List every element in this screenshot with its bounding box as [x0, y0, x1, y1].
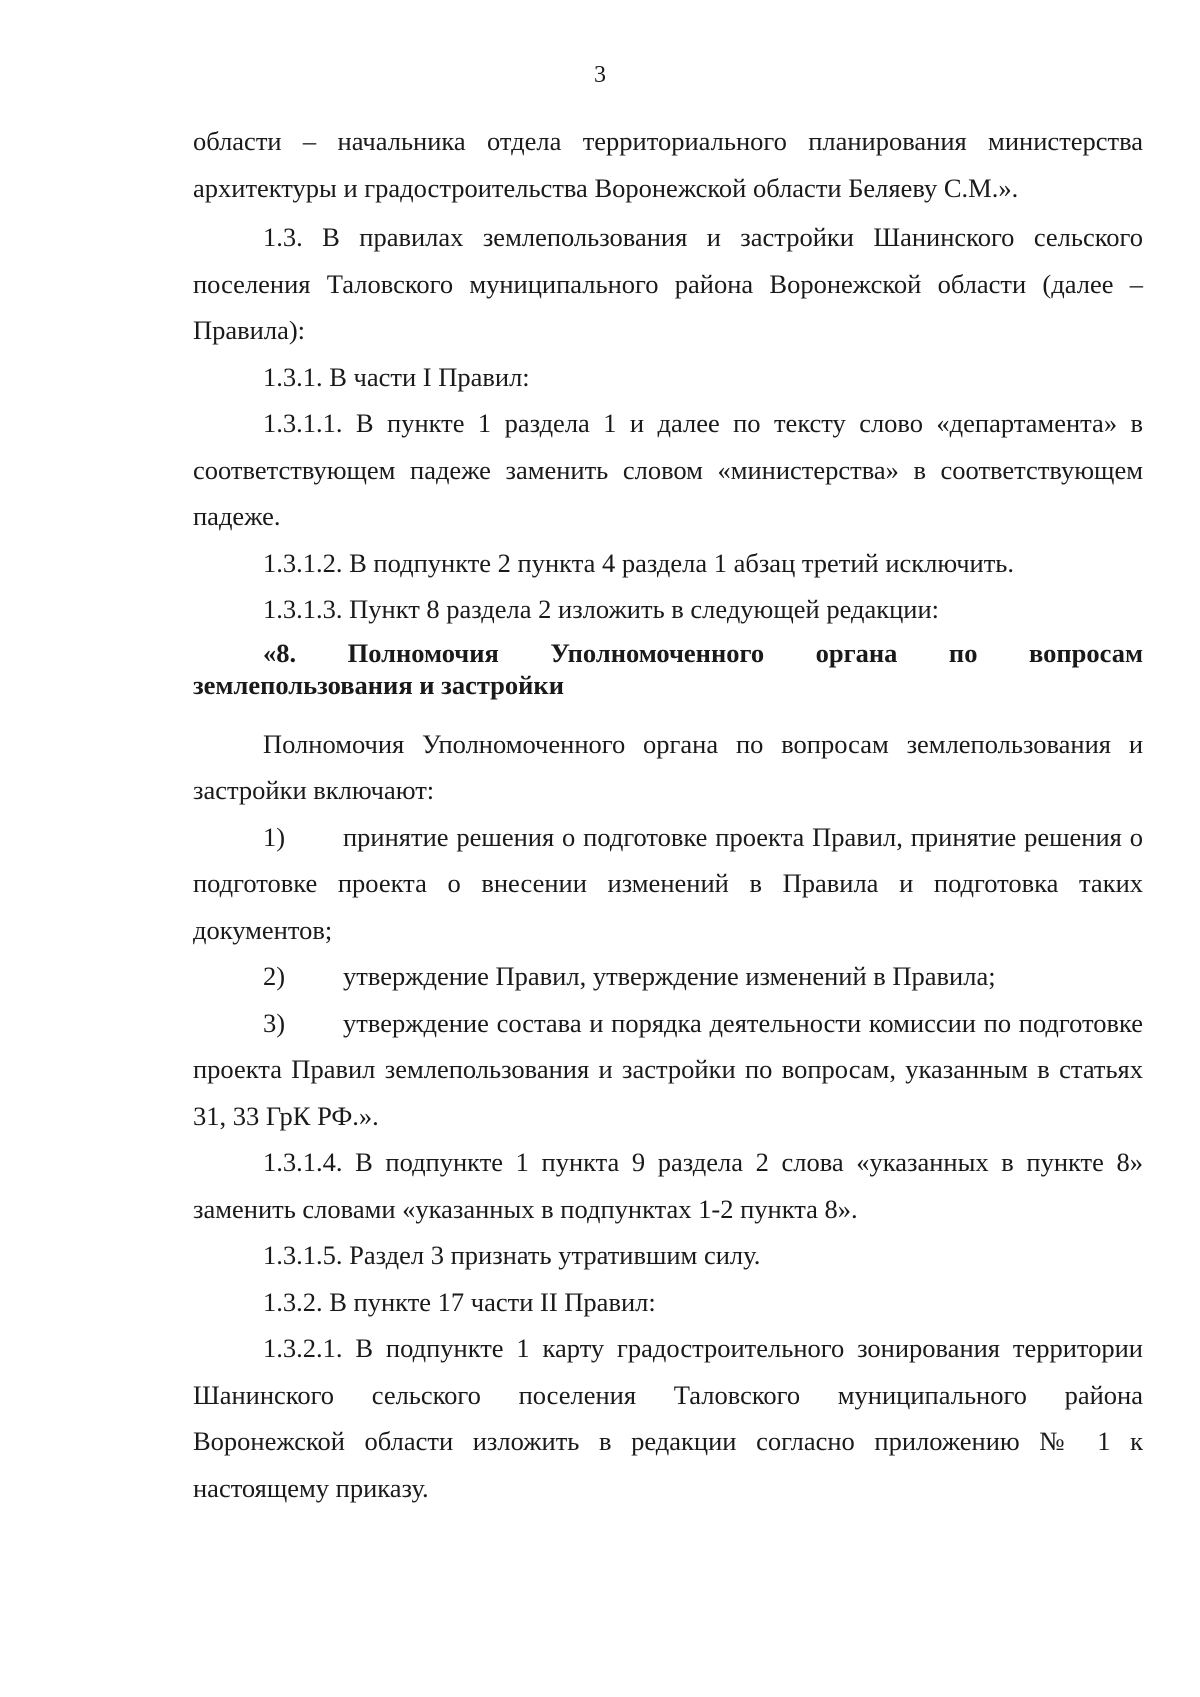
paragraph-1-3-2-1: 1.3.2.1. В подпункте 1 карту градостроительного зонирования территории Шанинского сельского поселения Таловского муниципального района Воронежской области изложить в редакции согласно приложению № 1 к настоящему приказу.: [193, 1333, 1143, 1503]
paragraph-1-3-1-4: 1.3.1.4. В подпункте 1 пункта 9 раздела 2 слова «указанных в пункте 8» заменить словами «указанных в подпунктах 1-2 пункта 8».: [193, 1147, 1143, 1224]
paragraph-powers-intro: Полномочия Уполномоченного органа по вопросам землепользования и застройки включают:: [193, 728, 1143, 805]
paragraph-1-3-1-1: 1.3.1.1. В пункте 1 раздела 1 и далее по тексту слово «департамента» в соответствующем падеже заменить словом «министерства» в соответствующем падеже.: [193, 408, 1143, 531]
paragraph-1-3-1: 1.3.1. В части I Правил:: [263, 361, 530, 392]
list-item: [193, 814, 1143, 954]
document-body: [193, 118, 1143, 1511]
list-item-number: 2): [263, 961, 286, 991]
list-item-text: утверждение состава и порядка деятельности комиссии по подготовке проекта Правил землепользования и застройки по вопросам, указанным в статьях 31, 33 ГрК РФ.».: [193, 1007, 1143, 1131]
list-item-text: утверждение Правил, утверждение изменений в Правила;: [343, 961, 996, 991]
paragraph-continuation: области – начальника отдела территориального планирования министерства архитектуры и градостроительства Воронежской области Беляеву С.М.».: [193, 126, 1143, 203]
section-heading: [193, 637, 1143, 701]
list-item: [193, 1000, 1143, 1140]
paragraph-1-3: 1.3. В правилах землепользования и застройки Шанинского сельского поселения Таловского муниципального района Воронежской области (далее – Правила):: [193, 222, 1143, 345]
paragraph-1-3-1-5: 1.3.1.5. Раздел 3 признать утратившим силу.: [263, 1240, 761, 1270]
paragraph-1-3-1-2: 1.3.1.2. В подпункте 2 пункта 4 раздела 1 абзац третий исключить.: [263, 547, 1014, 578]
section-heading-line-2: землепользования и застройки: [193, 669, 564, 700]
list-item-number: 3): [263, 1007, 286, 1038]
section-heading-line-1: «8. Полномочия Уполномоченного органа по вопросам: [263, 637, 1143, 668]
page-number: 3: [594, 62, 606, 88]
paragraph-1-3-1-3: 1.3.1.3. Пункт 8 раздела 2 изложить в следующей редакции:: [263, 594, 940, 624]
list-item: [193, 953, 1143, 1000]
paragraph-1-3-2: 1.3.2. В пункте 17 части II Правил:: [263, 1286, 656, 1317]
list-item-text: принятие решения о подготовке проекта Правил, принятие решения о подготовке проекта о внесении изменений в Правила и подготовка таких документов;: [193, 821, 1143, 945]
list-item-number: 1): [263, 821, 286, 852]
